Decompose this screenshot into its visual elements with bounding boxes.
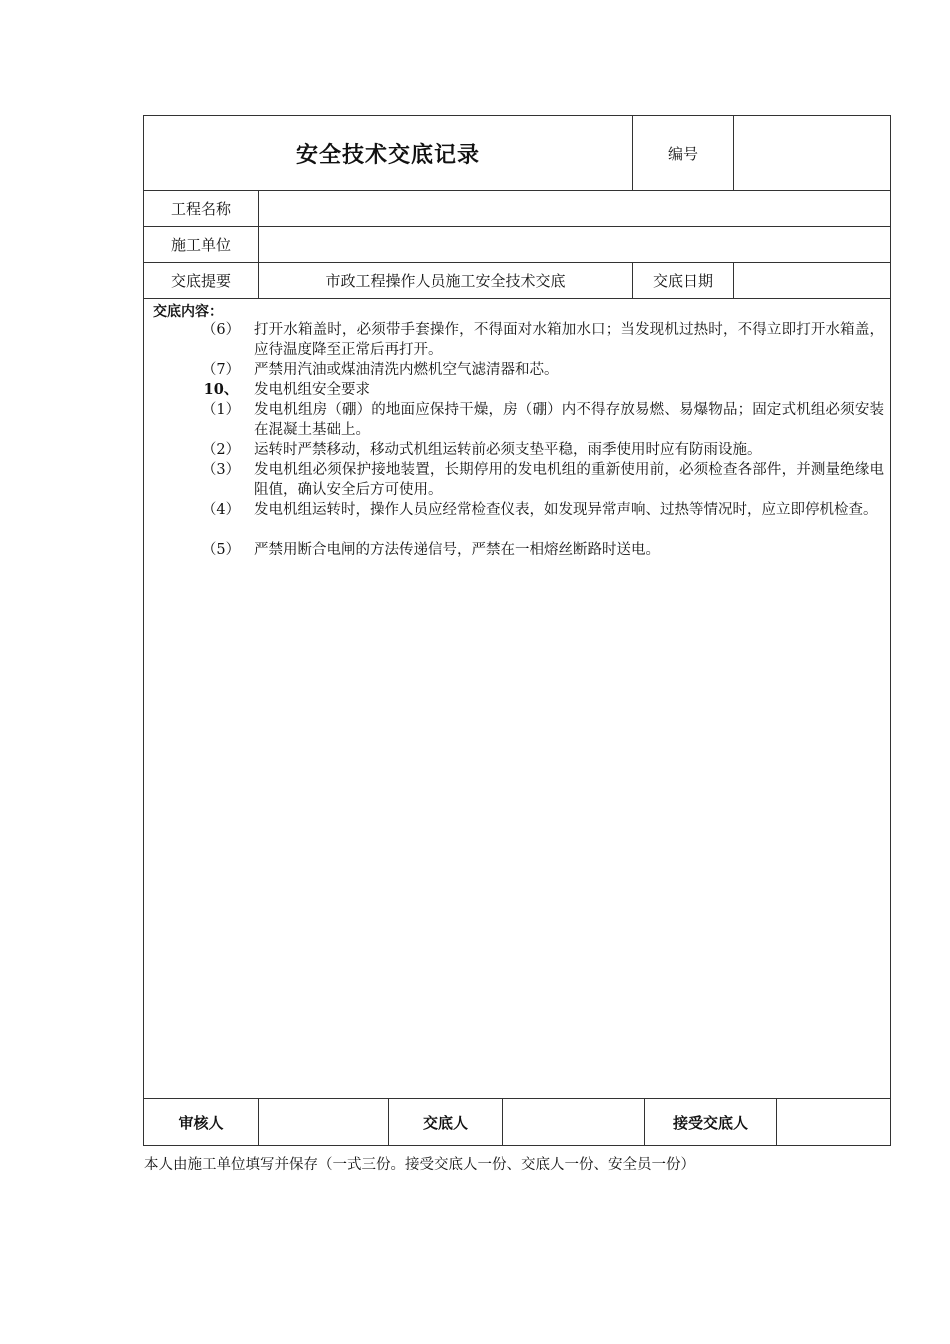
item-text: 严禁用汽油或煤油清洗内燃机空气滤清器和芯。	[254, 362, 559, 378]
summary-label: 交底提要	[170, 272, 231, 290]
form-title: 安全技术交底记录	[295, 141, 480, 168]
item-number: （3）	[201, 462, 241, 478]
item-number: （6）	[201, 322, 241, 338]
summary-field[interactable]: 市政工程操作人员施工安全技术交底	[325, 272, 566, 290]
date-field[interactable]	[734, 263, 890, 298]
reviewer-label: 审核人	[178, 1113, 224, 1132]
item-number: 10、	[203, 381, 239, 398]
date-label: 交底日期	[652, 272, 713, 290]
footnote: 本人由施工单位填写并保存（一式三份。接受交底人一份、交底人一份、安全员一份）	[144, 1157, 695, 1173]
reviewer-field[interactable]	[259, 1099, 388, 1145]
safety-disclosure-form	[143, 115, 891, 1146]
disclosure-content	[144, 298, 890, 1098]
unit-label: 施工单位	[170, 236, 231, 254]
item-number: （1）	[201, 402, 241, 418]
number-field[interactable]	[734, 116, 890, 190]
item-text: 运转时严禁移动，移动式机组运转前必须支垫平稳，雨季使用时应有防雨设施。	[254, 442, 762, 458]
project-name-field[interactable]	[259, 191, 890, 226]
item-number: （5）	[201, 542, 241, 558]
item-number: （7）	[201, 362, 241, 378]
receiver-label: 接受交底人	[672, 1113, 748, 1132]
number-label: 编号	[667, 144, 698, 163]
discloser-label: 交底人	[422, 1113, 468, 1132]
discloser-field[interactable]	[503, 1099, 644, 1145]
receiver-field[interactable]	[777, 1099, 890, 1145]
content-label: 交底内容：	[153, 304, 223, 320]
item-number: （4）	[201, 502, 241, 518]
item-number: （2）	[201, 442, 241, 458]
item-text: 发电机组安全要求	[254, 382, 370, 398]
item-text: 发电机组运转时，操作人员应经常检查仪表，如发现异常声响、过热等情况时，应立即停机检查。	[254, 502, 878, 518]
item-text: 发电机组房（硼）的地面应保持干燥，房（硼）内不得存放易燃、易爆物品；固定式机组必须安装在混凝土基础上。	[254, 402, 884, 438]
project-name-label: 工程名称	[170, 200, 231, 218]
item-text: 严禁用断合电闸的方法传递信号，严禁在一相熔丝断路时送电。	[254, 542, 660, 558]
item-text: 发电机组必须保护接地装置，长期停用的发电机组的重新使用前，必须检查各部件，并测量绝缘电阻值，确认安全后方可使用。	[254, 462, 884, 498]
item-text: 打开水箱盖时，必须带手套操作，不得面对水箱加水口；当发现机过热时，不得立即打开水箱盖，应待温度降至正常后再打开。	[254, 322, 884, 358]
unit-field[interactable]	[259, 227, 890, 262]
